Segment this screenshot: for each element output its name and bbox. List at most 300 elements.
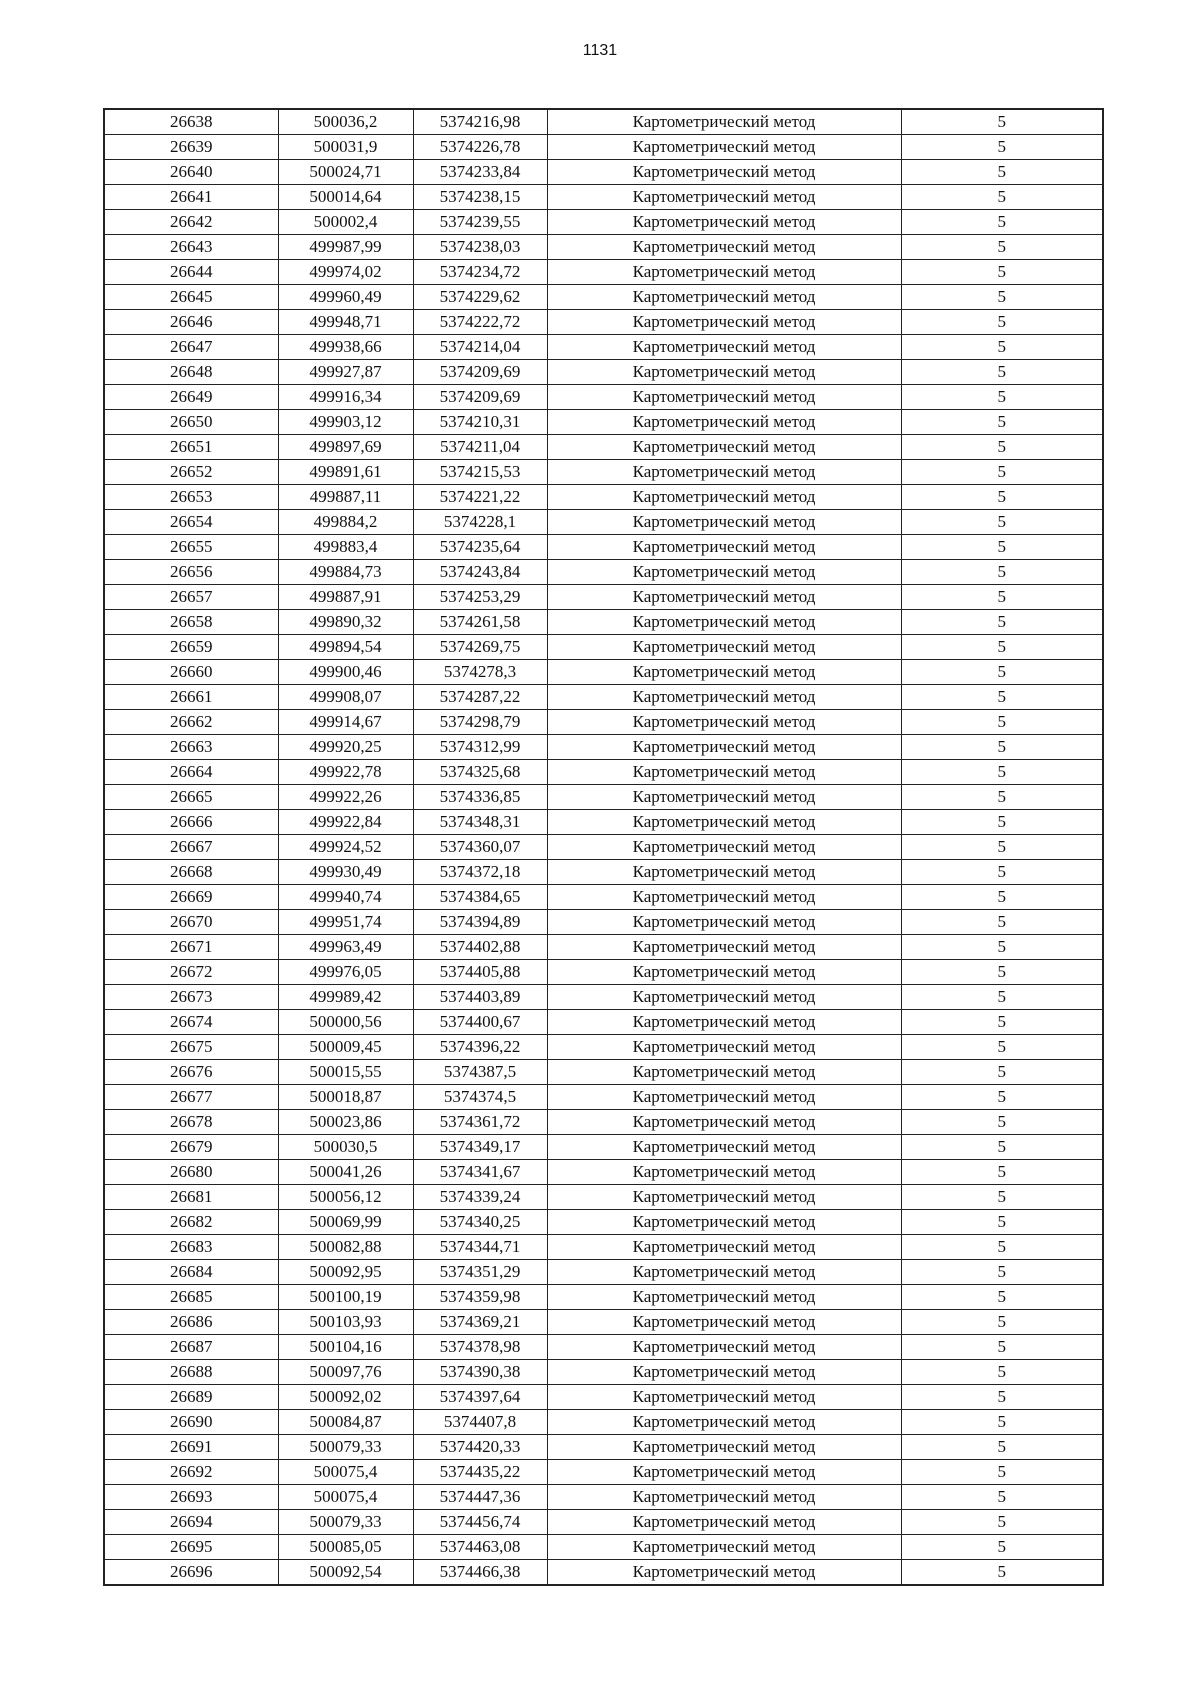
- accuracy-cell: 5: [901, 410, 1103, 435]
- method-cell: Картометрический метод: [547, 935, 901, 960]
- x-coordinate-cell: 500092,95: [278, 1260, 413, 1285]
- point-number-cell: 26667: [104, 835, 278, 860]
- method-cell: Картометрический метод: [547, 585, 901, 610]
- table-row: [104, 1385, 1103, 1410]
- accuracy-cell: 5: [901, 1535, 1103, 1560]
- method-cell: Картометрический метод: [547, 385, 901, 410]
- x-coordinate-cell: 499914,67: [278, 710, 413, 735]
- table-row: [104, 185, 1103, 210]
- method-cell: Картометрический метод: [547, 1535, 901, 1560]
- y-coordinate-cell: 5374349,17: [413, 1135, 547, 1160]
- x-coordinate-cell: 499976,05: [278, 960, 413, 985]
- accuracy-cell: 5: [901, 885, 1103, 910]
- y-coordinate-cell: 5374402,88: [413, 935, 547, 960]
- y-coordinate-cell: 5374351,29: [413, 1260, 547, 1285]
- accuracy-cell: 5: [901, 1360, 1103, 1385]
- y-coordinate-cell: 5374348,31: [413, 810, 547, 835]
- table-row: [104, 285, 1103, 310]
- y-coordinate-cell: 5374253,29: [413, 585, 547, 610]
- point-number-cell: 26680: [104, 1160, 278, 1185]
- x-coordinate-cell: 499940,74: [278, 885, 413, 910]
- point-number-cell: 26654: [104, 510, 278, 535]
- x-coordinate-cell: 499960,49: [278, 285, 413, 310]
- accuracy-cell: 5: [901, 1160, 1103, 1185]
- x-coordinate-cell: 499916,34: [278, 385, 413, 410]
- point-number-cell: 26641: [104, 185, 278, 210]
- method-cell: Картометрический метод: [547, 1160, 901, 1185]
- point-number-cell: 26652: [104, 460, 278, 485]
- point-number-cell: 26661: [104, 685, 278, 710]
- x-coordinate-cell: 500069,99: [278, 1210, 413, 1235]
- accuracy-cell: 5: [901, 860, 1103, 885]
- accuracy-cell: 5: [901, 310, 1103, 335]
- accuracy-cell: 5: [901, 1460, 1103, 1485]
- y-coordinate-cell: 5374400,67: [413, 1010, 547, 1035]
- method-cell: Картометрический метод: [547, 210, 901, 235]
- y-coordinate-cell: 5374235,64: [413, 535, 547, 560]
- table-row: [104, 585, 1103, 610]
- point-number-cell: 26640: [104, 160, 278, 185]
- x-coordinate-cell: 499884,73: [278, 560, 413, 585]
- table-row: [104, 1085, 1103, 1110]
- table-row: [104, 535, 1103, 560]
- x-coordinate-cell: 499974,02: [278, 260, 413, 285]
- point-number-cell: 26656: [104, 560, 278, 585]
- point-number-cell: 26665: [104, 785, 278, 810]
- y-coordinate-cell: 5374394,89: [413, 910, 547, 935]
- accuracy-cell: 5: [901, 660, 1103, 685]
- point-number-cell: 26694: [104, 1510, 278, 1535]
- x-coordinate-cell: 499897,69: [278, 435, 413, 460]
- y-coordinate-cell: 5374269,75: [413, 635, 547, 660]
- coordinates-table: [103, 108, 1104, 1586]
- accuracy-cell: 5: [901, 1285, 1103, 1310]
- method-cell: Картометрический метод: [547, 435, 901, 460]
- point-number-cell: 26684: [104, 1260, 278, 1285]
- accuracy-cell: 5: [901, 1435, 1103, 1460]
- y-coordinate-cell: 5374239,55: [413, 210, 547, 235]
- table-row: [104, 1485, 1103, 1510]
- method-cell: Картометрический метод: [547, 1460, 901, 1485]
- y-coordinate-cell: 5374360,07: [413, 835, 547, 860]
- y-coordinate-cell: 5374336,85: [413, 785, 547, 810]
- method-cell: Картометрический метод: [547, 685, 901, 710]
- x-coordinate-cell: 500056,12: [278, 1185, 413, 1210]
- method-cell: Картометрический метод: [547, 1510, 901, 1535]
- method-cell: Картометрический метод: [547, 785, 901, 810]
- point-number-cell: 26693: [104, 1485, 278, 1510]
- y-coordinate-cell: 5374233,84: [413, 160, 547, 185]
- method-cell: Картометрический метод: [547, 1560, 901, 1586]
- y-coordinate-cell: 5374222,72: [413, 310, 547, 335]
- table-row: [104, 910, 1103, 935]
- table-row: [104, 260, 1103, 285]
- method-cell: Картометрический метод: [547, 910, 901, 935]
- method-cell: Картометрический метод: [547, 535, 901, 560]
- x-coordinate-cell: 499963,49: [278, 935, 413, 960]
- point-number-cell: 26673: [104, 985, 278, 1010]
- table-row: [104, 560, 1103, 585]
- x-coordinate-cell: 499890,32: [278, 610, 413, 635]
- table-row: [104, 1135, 1103, 1160]
- y-coordinate-cell: 5374466,38: [413, 1560, 547, 1586]
- point-number-cell: 26670: [104, 910, 278, 935]
- point-number-cell: 26643: [104, 235, 278, 260]
- y-coordinate-cell: 5374226,78: [413, 135, 547, 160]
- method-cell: Картометрический метод: [547, 1360, 901, 1385]
- accuracy-cell: 5: [901, 1060, 1103, 1085]
- y-coordinate-cell: 5374325,68: [413, 760, 547, 785]
- method-cell: Картометрический метод: [547, 485, 901, 510]
- accuracy-cell: 5: [901, 985, 1103, 1010]
- point-number-cell: 26689: [104, 1385, 278, 1410]
- x-coordinate-cell: 500030,5: [278, 1135, 413, 1160]
- y-coordinate-cell: 5374287,22: [413, 685, 547, 710]
- x-coordinate-cell: 500079,33: [278, 1435, 413, 1460]
- x-coordinate-cell: 500084,87: [278, 1410, 413, 1435]
- point-number-cell: 26675: [104, 1035, 278, 1060]
- y-coordinate-cell: 5374369,21: [413, 1310, 547, 1335]
- method-cell: Картометрический метод: [547, 1060, 901, 1085]
- method-cell: Картометрический метод: [547, 285, 901, 310]
- table-row: [104, 1060, 1103, 1085]
- y-coordinate-cell: 5374221,22: [413, 485, 547, 510]
- x-coordinate-cell: 499900,46: [278, 660, 413, 685]
- accuracy-cell: 5: [901, 360, 1103, 385]
- table-row: [104, 135, 1103, 160]
- accuracy-cell: 5: [901, 135, 1103, 160]
- y-coordinate-cell: 5374209,69: [413, 385, 547, 410]
- table-row: [104, 360, 1103, 385]
- x-coordinate-cell: 500041,26: [278, 1160, 413, 1185]
- x-coordinate-cell: 499922,26: [278, 785, 413, 810]
- table-row: [104, 1460, 1103, 1485]
- accuracy-cell: 5: [901, 1185, 1103, 1210]
- y-coordinate-cell: 5374228,1: [413, 510, 547, 535]
- point-number-cell: 26658: [104, 610, 278, 635]
- point-number-cell: 26659: [104, 635, 278, 660]
- table-row: [104, 410, 1103, 435]
- method-cell: Картометрический метод: [547, 1410, 901, 1435]
- accuracy-cell: 5: [901, 910, 1103, 935]
- y-coordinate-cell: 5374405,88: [413, 960, 547, 985]
- x-coordinate-cell: 500009,45: [278, 1035, 413, 1060]
- x-coordinate-cell: 499891,61: [278, 460, 413, 485]
- table-row: [104, 885, 1103, 910]
- accuracy-cell: 5: [901, 935, 1103, 960]
- accuracy-cell: 5: [901, 285, 1103, 310]
- y-coordinate-cell: 5374340,25: [413, 1210, 547, 1235]
- point-number-cell: 26639: [104, 135, 278, 160]
- accuracy-cell: 5: [901, 535, 1103, 560]
- point-number-cell: 26671: [104, 935, 278, 960]
- method-cell: Картометрический метод: [547, 1035, 901, 1060]
- x-coordinate-cell: 500000,56: [278, 1010, 413, 1035]
- x-coordinate-cell: 500023,86: [278, 1110, 413, 1135]
- table-row: [104, 1560, 1103, 1586]
- accuracy-cell: 5: [901, 685, 1103, 710]
- y-coordinate-cell: 5374211,04: [413, 435, 547, 460]
- point-number-cell: 26692: [104, 1460, 278, 1485]
- table-row: [104, 610, 1103, 635]
- table-row: [104, 1210, 1103, 1235]
- table-row: [104, 1310, 1103, 1335]
- coordinates-table-body: [104, 109, 1103, 1585]
- point-number-cell: 26663: [104, 735, 278, 760]
- table-row: [104, 1035, 1103, 1060]
- point-number-cell: 26691: [104, 1435, 278, 1460]
- method-cell: Картометрический метод: [547, 835, 901, 860]
- method-cell: Картометрический метод: [547, 135, 901, 160]
- method-cell: Картометрический метод: [547, 635, 901, 660]
- x-coordinate-cell: 500092,54: [278, 1560, 413, 1586]
- table-row: [104, 1360, 1103, 1385]
- accuracy-cell: 5: [901, 260, 1103, 285]
- accuracy-cell: 5: [901, 1260, 1103, 1285]
- x-coordinate-cell: 500018,87: [278, 1085, 413, 1110]
- point-number-cell: 26695: [104, 1535, 278, 1560]
- table-row: [104, 1235, 1103, 1260]
- accuracy-cell: 5: [901, 335, 1103, 360]
- y-coordinate-cell: 5374447,36: [413, 1485, 547, 1510]
- x-coordinate-cell: 499938,66: [278, 335, 413, 360]
- point-number-cell: 26683: [104, 1235, 278, 1260]
- method-cell: Картометрический метод: [547, 710, 901, 735]
- method-cell: Картометрический метод: [547, 109, 901, 135]
- y-coordinate-cell: 5374298,79: [413, 710, 547, 735]
- y-coordinate-cell: 5374361,72: [413, 1110, 547, 1135]
- table-row: [104, 485, 1103, 510]
- table-row: [104, 985, 1103, 1010]
- point-number-cell: 26674: [104, 1010, 278, 1035]
- table-row: [104, 1435, 1103, 1460]
- accuracy-cell: 5: [901, 785, 1103, 810]
- y-coordinate-cell: 5374339,24: [413, 1185, 547, 1210]
- x-coordinate-cell: 500024,71: [278, 160, 413, 185]
- accuracy-cell: 5: [901, 1385, 1103, 1410]
- method-cell: Картометрический метод: [547, 160, 901, 185]
- x-coordinate-cell: 499922,84: [278, 810, 413, 835]
- y-coordinate-cell: 5374243,84: [413, 560, 547, 585]
- method-cell: Картометрический метод: [547, 760, 901, 785]
- accuracy-cell: 5: [901, 1410, 1103, 1435]
- method-cell: Картометрический метод: [547, 985, 901, 1010]
- method-cell: Картометрический метод: [547, 1285, 901, 1310]
- table-row: [104, 635, 1103, 660]
- point-number-cell: 26646: [104, 310, 278, 335]
- point-number-cell: 26645: [104, 285, 278, 310]
- y-coordinate-cell: 5374216,98: [413, 109, 547, 135]
- table-row: [104, 1335, 1103, 1360]
- point-number-cell: 26647: [104, 335, 278, 360]
- x-coordinate-cell: 500014,64: [278, 185, 413, 210]
- method-cell: Картометрический метод: [547, 1185, 901, 1210]
- accuracy-cell: 5: [901, 385, 1103, 410]
- accuracy-cell: 5: [901, 235, 1103, 260]
- method-cell: Картометрический метод: [547, 1085, 901, 1110]
- point-number-cell: 26666: [104, 810, 278, 835]
- table-row: [104, 1185, 1103, 1210]
- y-coordinate-cell: 5374420,33: [413, 1435, 547, 1460]
- y-coordinate-cell: 5374344,71: [413, 1235, 547, 1260]
- method-cell: Картометрический метод: [547, 185, 901, 210]
- table-row: [104, 210, 1103, 235]
- table-row: [104, 510, 1103, 535]
- method-cell: Картометрический метод: [547, 810, 901, 835]
- y-coordinate-cell: 5374374,5: [413, 1085, 547, 1110]
- method-cell: Картометрический метод: [547, 560, 901, 585]
- y-coordinate-cell: 5374312,99: [413, 735, 547, 760]
- y-coordinate-cell: 5374456,74: [413, 1510, 547, 1535]
- method-cell: Картометрический метод: [547, 660, 901, 685]
- x-coordinate-cell: 500092,02: [278, 1385, 413, 1410]
- method-cell: Картометрический метод: [547, 1235, 901, 1260]
- table-row: [104, 735, 1103, 760]
- x-coordinate-cell: 499920,25: [278, 735, 413, 760]
- method-cell: Картометрический метод: [547, 510, 901, 535]
- accuracy-cell: 5: [901, 1485, 1103, 1510]
- method-cell: Картометрический метод: [547, 235, 901, 260]
- method-cell: Картометрический метод: [547, 410, 901, 435]
- method-cell: Картометрический метод: [547, 260, 901, 285]
- x-coordinate-cell: 499987,99: [278, 235, 413, 260]
- x-coordinate-cell: 499884,2: [278, 510, 413, 535]
- point-number-cell: 26681: [104, 1185, 278, 1210]
- table-row: [104, 935, 1103, 960]
- point-number-cell: 26677: [104, 1085, 278, 1110]
- point-number-cell: 26687: [104, 1335, 278, 1360]
- accuracy-cell: 5: [901, 460, 1103, 485]
- point-number-cell: 26638: [104, 109, 278, 135]
- table-row: [104, 460, 1103, 485]
- table-row: [104, 1285, 1103, 1310]
- accuracy-cell: 5: [901, 560, 1103, 585]
- table-row: [104, 1110, 1103, 1135]
- accuracy-cell: 5: [901, 635, 1103, 660]
- x-coordinate-cell: 500104,16: [278, 1335, 413, 1360]
- x-coordinate-cell: 500002,4: [278, 210, 413, 235]
- table-row: [104, 1510, 1103, 1535]
- point-number-cell: 26688: [104, 1360, 278, 1385]
- accuracy-cell: 5: [901, 610, 1103, 635]
- y-coordinate-cell: 5374407,8: [413, 1410, 547, 1435]
- x-coordinate-cell: 499989,42: [278, 985, 413, 1010]
- x-coordinate-cell: 499887,11: [278, 485, 413, 510]
- y-coordinate-cell: 5374238,15: [413, 185, 547, 210]
- table-row: [104, 785, 1103, 810]
- point-number-cell: 26657: [104, 585, 278, 610]
- y-coordinate-cell: 5374261,58: [413, 610, 547, 635]
- accuracy-cell: 5: [901, 1010, 1103, 1035]
- accuracy-cell: 5: [901, 210, 1103, 235]
- table-row: [104, 1160, 1103, 1185]
- page-number: 1131: [582, 42, 618, 59]
- method-cell: Картометрический метод: [547, 1310, 901, 1335]
- x-coordinate-cell: 500103,93: [278, 1310, 413, 1335]
- table-row: [104, 1260, 1103, 1285]
- method-cell: Картометрический метод: [547, 310, 901, 335]
- accuracy-cell: 5: [901, 835, 1103, 860]
- table-row: [104, 685, 1103, 710]
- point-number-cell: 26651: [104, 435, 278, 460]
- accuracy-cell: 5: [901, 1135, 1103, 1160]
- method-cell: Картометрический метод: [547, 610, 901, 635]
- point-number-cell: 26682: [104, 1210, 278, 1235]
- point-number-cell: 26649: [104, 385, 278, 410]
- x-coordinate-cell: 499887,91: [278, 585, 413, 610]
- y-coordinate-cell: 5374390,38: [413, 1360, 547, 1385]
- method-cell: Картометрический метод: [547, 1260, 901, 1285]
- table-row: [104, 310, 1103, 335]
- accuracy-cell: 5: [901, 1035, 1103, 1060]
- x-coordinate-cell: 499903,12: [278, 410, 413, 435]
- accuracy-cell: 5: [901, 1335, 1103, 1360]
- accuracy-cell: 5: [901, 1510, 1103, 1535]
- table-row: [104, 835, 1103, 860]
- method-cell: Картометрический метод: [547, 1485, 901, 1510]
- x-coordinate-cell: 500075,4: [278, 1460, 413, 1485]
- method-cell: Картометрический метод: [547, 735, 901, 760]
- x-coordinate-cell: 499930,49: [278, 860, 413, 885]
- accuracy-cell: 5: [901, 810, 1103, 835]
- y-coordinate-cell: 5374384,65: [413, 885, 547, 910]
- table-row: [104, 435, 1103, 460]
- x-coordinate-cell: 499927,87: [278, 360, 413, 385]
- point-number-cell: 26679: [104, 1135, 278, 1160]
- x-coordinate-cell: 500031,9: [278, 135, 413, 160]
- table-row: [104, 660, 1103, 685]
- point-number-cell: 26644: [104, 260, 278, 285]
- method-cell: Картометрический метод: [547, 1010, 901, 1035]
- method-cell: Картометрический метод: [547, 1335, 901, 1360]
- y-coordinate-cell: 5374214,04: [413, 335, 547, 360]
- point-number-cell: 26648: [104, 360, 278, 385]
- point-number-cell: 26696: [104, 1560, 278, 1586]
- accuracy-cell: 5: [901, 1310, 1103, 1335]
- point-number-cell: 26660: [104, 660, 278, 685]
- table-row: [104, 810, 1103, 835]
- method-cell: Картометрический метод: [547, 1435, 901, 1460]
- x-coordinate-cell: 499894,54: [278, 635, 413, 660]
- accuracy-cell: 5: [901, 185, 1103, 210]
- point-number-cell: 26662: [104, 710, 278, 735]
- x-coordinate-cell: 500100,19: [278, 1285, 413, 1310]
- table-row: [104, 335, 1103, 360]
- table-row: [104, 235, 1103, 260]
- accuracy-cell: 5: [901, 485, 1103, 510]
- accuracy-cell: 5: [901, 109, 1103, 135]
- method-cell: Картометрический метод: [547, 1210, 901, 1235]
- point-number-cell: 26664: [104, 760, 278, 785]
- y-coordinate-cell: 5374403,89: [413, 985, 547, 1010]
- accuracy-cell: 5: [901, 585, 1103, 610]
- y-coordinate-cell: 5374341,67: [413, 1160, 547, 1185]
- point-number-cell: 26678: [104, 1110, 278, 1135]
- point-number-cell: 26685: [104, 1285, 278, 1310]
- y-coordinate-cell: 5374397,64: [413, 1385, 547, 1410]
- accuracy-cell: 5: [901, 1235, 1103, 1260]
- y-coordinate-cell: 5374435,22: [413, 1460, 547, 1485]
- accuracy-cell: 5: [901, 510, 1103, 535]
- point-number-cell: 26690: [104, 1410, 278, 1435]
- y-coordinate-cell: 5374387,5: [413, 1060, 547, 1085]
- point-number-cell: 26653: [104, 485, 278, 510]
- table-row: [104, 1410, 1103, 1435]
- accuracy-cell: 5: [901, 735, 1103, 760]
- y-coordinate-cell: 5374278,3: [413, 660, 547, 685]
- method-cell: Картометрический метод: [547, 460, 901, 485]
- y-coordinate-cell: 5374396,22: [413, 1035, 547, 1060]
